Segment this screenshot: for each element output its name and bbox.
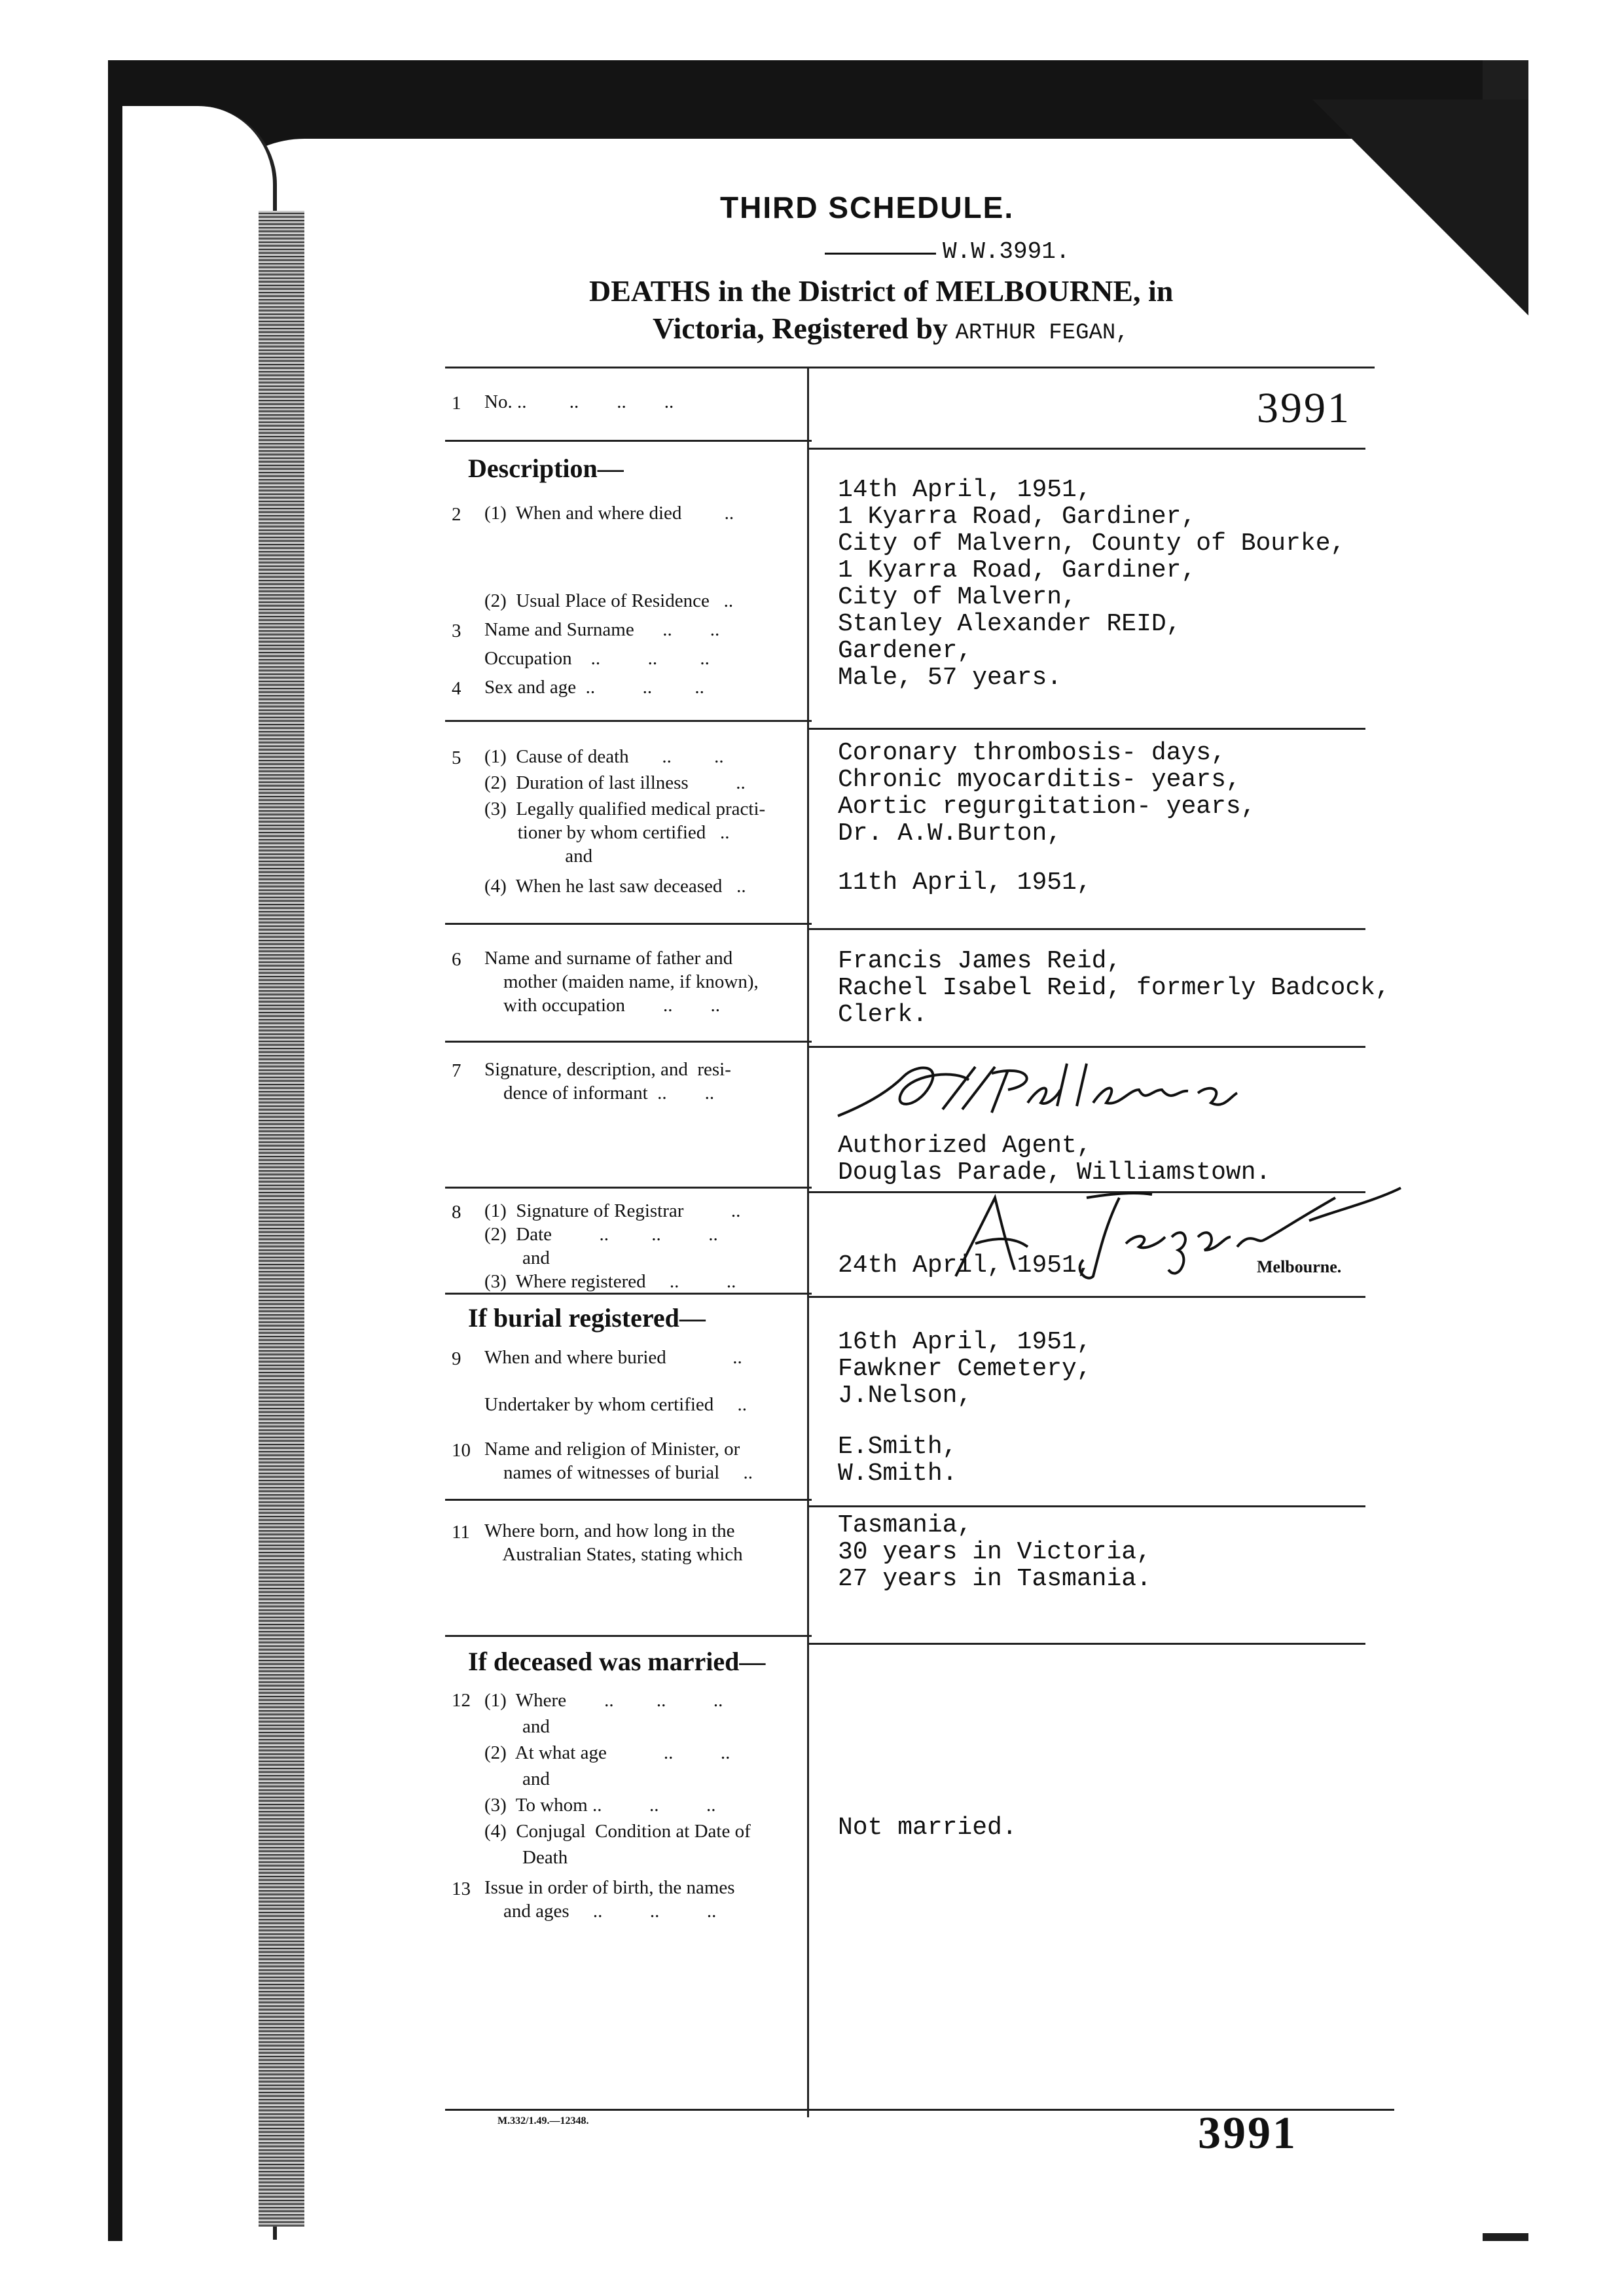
scan-left-border bbox=[108, 60, 122, 2241]
item-number-7: 7 bbox=[452, 1060, 461, 1081]
row-rule-1 bbox=[445, 440, 812, 442]
label-minister-witnesses: Name and religion of Minister, or names of witnesses of burial .. bbox=[484, 1439, 753, 1483]
label-cause-of-death: (1) Cause of death .. .. bbox=[484, 746, 724, 767]
entry-number: 3991 bbox=[1257, 384, 1351, 432]
item-number-13: 13 bbox=[452, 1878, 471, 1899]
row-rule-8 bbox=[445, 1635, 812, 1637]
schedule-title: THIRD SCHEDULE. bbox=[720, 190, 1015, 224]
book-binding bbox=[259, 211, 304, 2227]
print-code: M.332/1.49.—12348. bbox=[497, 2115, 589, 2126]
section-description: Description— bbox=[468, 454, 624, 483]
item-number-10: 10 bbox=[452, 1440, 471, 1461]
informant-signature bbox=[831, 1050, 1303, 1129]
folded-corner bbox=[1312, 99, 1528, 315]
row-rule-4b bbox=[809, 1046, 1365, 1048]
state-text: Victoria, Registered by bbox=[653, 312, 948, 345]
register-code: W.W.3991. bbox=[943, 238, 1070, 265]
label-marriage-details: (1) Where .. .. .. and (2) At what age .. .. and (3) To whom .. .. .. (4) Conjugal Condition at Date of Death bbox=[484, 1690, 751, 1868]
value-conjugal-condition: Not married. bbox=[838, 1814, 1017, 1842]
row-rule-4 bbox=[445, 1041, 812, 1043]
label-when-where-died: (1) When and where died .. bbox=[484, 503, 734, 524]
value-description: 14th April, 1951, 1 Kyarra Road, Gardiner, City of Malvern, County of Bourke, 1 Kyarra Road, Gardiner, City of Malvern, Stanley Alexander REID, Gardener, Male, 57 years. bbox=[838, 476, 1346, 692]
row-rule-8b bbox=[809, 1643, 1365, 1645]
registrar-name: ARTHUR FEGAN, bbox=[955, 321, 1129, 346]
label-last-saw-deceased: (4) When he last saw deceased .. bbox=[484, 876, 746, 897]
value-birthplace: Tasmania, 30 years in Victoria, 27 years in Tasmania. bbox=[838, 1511, 1151, 1593]
row-rule-3 bbox=[445, 923, 812, 925]
label-occupation: Occupation .. .. .. bbox=[484, 648, 710, 669]
value-registration-date: 24th April, 1951, bbox=[838, 1251, 1092, 1280]
title-dash bbox=[825, 253, 936, 255]
item-number-4: 4 bbox=[452, 678, 461, 699]
label-issue: Issue in order of birth, the names and ages .. .. .. bbox=[484, 1877, 735, 1922]
value-cause-of-death: Coronary thrombosis- days, Chronic myocarditis- years, Aortic regurgitation- years, Dr. A.W.Burton, bbox=[838, 739, 1256, 848]
value-burial: 16th April, 1951, Fawkner Cemetery, J.Nelson, bbox=[838, 1328, 1092, 1410]
value-last-saw-date: 11th April, 1951, bbox=[838, 869, 1092, 897]
item-number-2: 2 bbox=[452, 504, 461, 525]
row-rule-5 bbox=[445, 1187, 812, 1189]
label-when-where-buried: When and where buried .. bbox=[484, 1347, 742, 1368]
value-informant: Authorized Agent, Douglas Parade, Williamstown. bbox=[838, 1132, 1271, 1187]
value-parents: Francis James Reid, Rachel Isabel Reid, formerly Badcock, Clerk. bbox=[838, 947, 1390, 1029]
row-rule-2 bbox=[445, 720, 812, 722]
section-married: If deceased was married— bbox=[468, 1647, 766, 1676]
row-rule-7 bbox=[445, 1499, 812, 1501]
label-parents: Name and surname of father and mother (maiden name, if known), with occupation .. .. bbox=[484, 948, 759, 1016]
section-burial: If burial registered— bbox=[468, 1303, 706, 1333]
row-rule-6b bbox=[809, 1296, 1365, 1298]
item-number-5: 5 bbox=[452, 747, 461, 768]
value-witnesses: E.Smith, W.Smith. bbox=[838, 1433, 958, 1488]
label-sex-age: Sex and age .. .. .. bbox=[484, 677, 704, 698]
stamp-number: 3991 bbox=[1198, 2108, 1297, 2159]
table-top-rule bbox=[445, 367, 1375, 368]
label-name-surname: Name and Surname .. .. bbox=[484, 619, 720, 640]
row-rule-3b bbox=[809, 928, 1365, 930]
label-where-born: Where born, and how long in the Australian States, stating which bbox=[484, 1520, 743, 1565]
label-usual-residence: (2) Usual Place of Residence .. bbox=[484, 590, 734, 611]
item-number-12: 12 bbox=[452, 1690, 471, 1711]
item-number-6: 6 bbox=[452, 949, 461, 970]
label-undertaker: Undertaker by whom certified .. bbox=[484, 1394, 748, 1415]
row-rule-2b bbox=[809, 728, 1365, 730]
district-line: DEATHS in the District of MELBOURNE, in bbox=[589, 274, 1174, 308]
label-medical-practitioner: (3) Legally qualified medical practi- tioner by whom certified .. and bbox=[484, 798, 766, 867]
value-registration-place: Melbourne. bbox=[1257, 1257, 1342, 1276]
label-no: No. .. .. .. .. bbox=[484, 391, 674, 412]
row-rule-1b bbox=[809, 448, 1365, 450]
item-number-8: 8 bbox=[452, 1202, 461, 1223]
label-informant: Signature, description, and resi- dence of informant .. .. bbox=[484, 1059, 731, 1103]
label-registrar: (1) Signature of Registrar .. (2) Date .. .. .. and (3) Where registered .. .. bbox=[484, 1200, 741, 1292]
item-number-1: 1 bbox=[452, 393, 461, 414]
item-number-3: 3 bbox=[452, 620, 461, 641]
facing-page-edge bbox=[122, 106, 277, 2240]
row-rule-7b bbox=[809, 1505, 1365, 1507]
item-number-11: 11 bbox=[452, 1522, 470, 1543]
label-duration-illness: (2) Duration of last illness .. bbox=[484, 772, 746, 793]
column-divider bbox=[807, 367, 809, 2117]
item-number-9: 9 bbox=[452, 1348, 461, 1369]
state-line bbox=[653, 311, 1129, 346]
